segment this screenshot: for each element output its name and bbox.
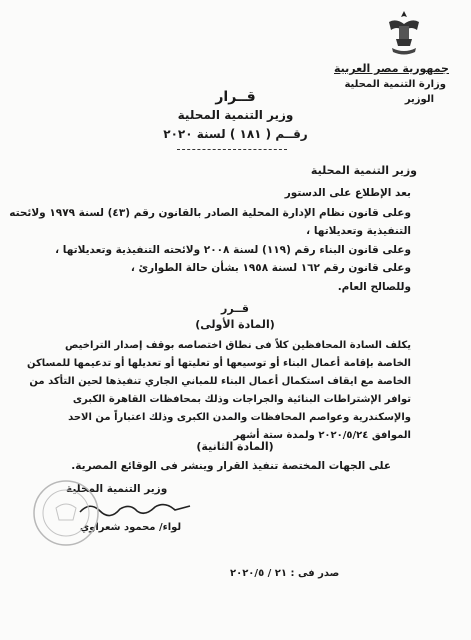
letterhead-country: جمهورية مصر العربية — [334, 62, 449, 75]
article1-line: الخاصة مع ايقاف استكمال أعمال البناء للمباني الجاري تنفيذها لحين التأكد من — [29, 376, 411, 387]
article2-text: على الجهات المختصة تنفيذ القرار وينشر فى الوقائع المصرية. — [71, 460, 391, 472]
article2-title: (المادة الثانية) — [196, 440, 274, 453]
preamble-item: التنفيذية وتعديلاتها ، — [306, 225, 411, 237]
article1-line: الموافق ٢٠٢٠/٥/٢٤ ولمدة ستة أشهر — [233, 430, 411, 441]
preamble-item: وللصالح العام. — [337, 281, 411, 293]
article1-line: والإسكندرية وعواصم المحافظات والمدن الكبرى وذلك اعتباراً من الاحد — [68, 412, 411, 423]
title-divider — [177, 149, 287, 150]
decree-number: رقــم ( ١٨١ ) لسنة ٢٠٢٠ — [163, 127, 308, 141]
official-stamp-icon — [31, 478, 101, 548]
eagle-emblem-icon — [384, 8, 424, 58]
decree-heading: قــرار — [215, 89, 256, 105]
article1-line: الخاصة بإقامة أعمال البناء أو توسيعها أو تعليتها أو تعديلها أو تدعيمها للمساكن — [26, 358, 411, 369]
letterhead-ministry: وزارة التنمية المحلية — [344, 79, 446, 90]
article1-line: توافر الإشتراطات البنائية والجراجات وذلك بمحافظات القاهرة الكبرى — [72, 394, 411, 405]
preamble-item: وعلى قانون البناء رقم (١١٩) لسنة ٢٠٠٨ ولائحته التنفيذية وتعديلاتها ، — [55, 244, 411, 256]
signatory-name: لواء/ محمود شعراوي — [80, 522, 182, 533]
letterhead-office: الوزير — [404, 94, 434, 105]
article1-title: (المادة الأولى) — [195, 318, 275, 331]
preamble-item: وعلى قانون رقم ١٦٢ لسنة ١٩٥٨ بشأن حالة الطوارئ ، — [130, 262, 411, 274]
decree-issuer-line: وزير التنمية المحلية — [177, 108, 294, 122]
signatory-title: وزير التنمية المحلية — [66, 483, 168, 495]
preamble-item: وعلى قانون نظام الإدارة المحلية الصادر بالقانون رقم (٤٣) لسنة ١٩٧٩ ولائحته — [9, 207, 411, 219]
issue-date: صدر فى : ٢١ / ٢٠٢٠/٥ — [230, 568, 340, 579]
preamble-issuer: وزير التنمية المحلية — [310, 164, 417, 177]
decides-heading: قــرر — [221, 302, 249, 315]
article1-line: يكلف السادة المحافظين كلاً فى نطاق اختصاصه بوقف إصدار التراخيص — [65, 340, 411, 351]
preamble-item: بعد الإطلاع على الدستور — [284, 187, 411, 199]
